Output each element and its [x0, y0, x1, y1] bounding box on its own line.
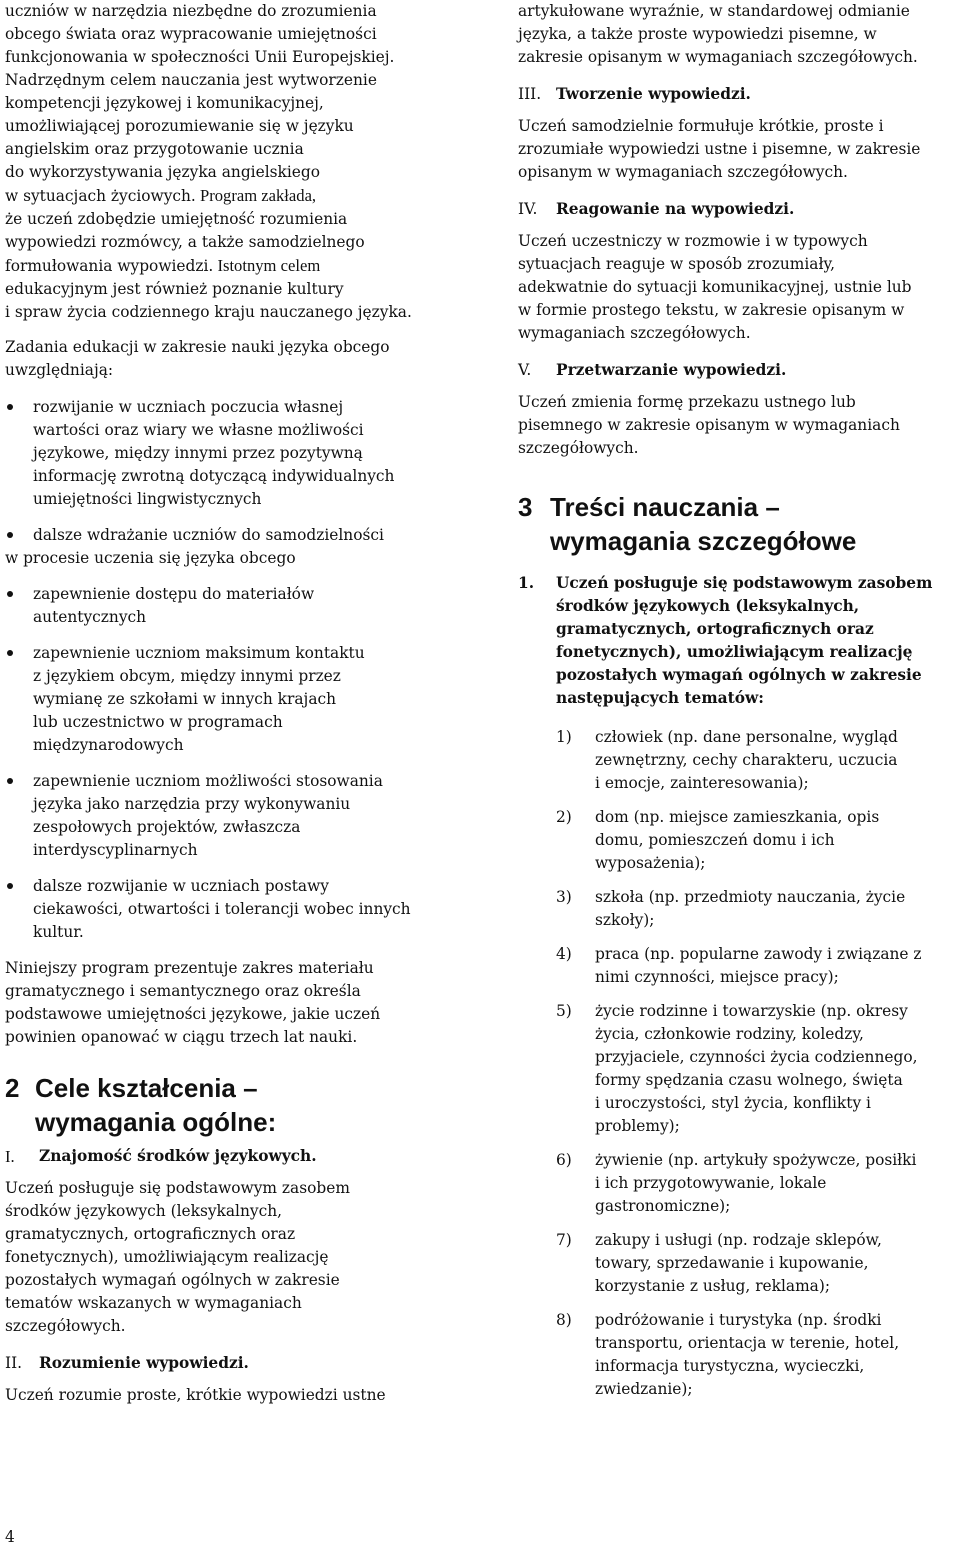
roman-numeral: II.	[5, 1354, 23, 1372]
requirement-line: Uczeń zmienia formę przekazu ustnego lub	[518, 393, 856, 411]
section-number: 2	[5, 1073, 20, 1103]
topic-line: życia, członkowie rodziny, koledzy,	[595, 1025, 864, 1043]
bullet-item	[5, 770, 445, 862]
topic-line: podróżowanie i turystyka (np. środki	[595, 1311, 882, 1329]
topic-item	[518, 1229, 958, 1298]
topic-line: nimi czynności, miejsce pracy);	[595, 968, 839, 986]
intro-line: kompetencji językowej i komunikacyjnej,	[5, 94, 324, 112]
topic-line: gastronomiczne);	[595, 1197, 731, 1215]
bullet-item	[5, 642, 445, 757]
section-title-line: Cele kształcenia –	[35, 1073, 258, 1103]
bullet-icon	[7, 883, 13, 889]
topic-line: formy spędzania czasu wolnego, święta	[595, 1071, 903, 1089]
requirement-line: pozostałych wymagań ogólnych w zakresie	[5, 1271, 340, 1289]
requirement-line: artykułowane wyraźnie, w standardowej odmianie	[518, 2, 910, 20]
bullet-line: międzynarodowych	[33, 736, 184, 754]
point-line: gramatycznych, ortograficznych oraz	[556, 620, 874, 638]
program-line: i spraw życia codziennego kraju nauczanego języka.	[5, 303, 412, 321]
requirement-iv-heading	[518, 198, 958, 221]
requirement-ii-text: Uczeń rozumie proste, krótkie wypowiedzi ustne	[5, 1386, 386, 1404]
topic-line: transportu, orientacja w terenie, hotel,	[595, 1334, 900, 1352]
bullet-line: zapewnienie dostępu do materiałów	[33, 585, 315, 603]
section-title-line: wymagania ogólne:	[35, 1107, 277, 1137]
tasks-intro-line: Zadania edukacji w zakresie nauki języka obcego	[5, 338, 390, 356]
requirement-title: Reagowanie na wypowiedzi.	[556, 200, 795, 218]
bullet-line: umiejętności lingwistycznych	[33, 490, 262, 508]
requirement-line: gramatycznych, ortograficznych oraz	[5, 1225, 296, 1243]
bullet-line: kultur.	[33, 923, 84, 941]
topics-list	[518, 726, 958, 1401]
bullet-item	[5, 396, 445, 511]
program-line: formułowania wypowiedzi.	[5, 257, 214, 275]
requirement-line: w formie prostego tekstu, w zakresie opisanym w	[518, 301, 905, 319]
intro-line: do wykorzystywania języka angielskiego	[5, 163, 321, 181]
bullet-line: w procesie uczenia się języka obcego	[5, 549, 296, 567]
bullet-line: zespołowych projektów, zwłaszcza	[33, 818, 301, 836]
scope-line: podstawowe umiejętności językowe, jakie uczeń	[5, 1005, 381, 1023]
bullet-line: zapewnienie uczniom maksimum kontaktu	[33, 644, 365, 662]
requirement-ii-heading	[5, 1352, 445, 1375]
topic-line: domu, pomieszczeń domu i ich	[595, 831, 835, 849]
topic-number: 5)	[556, 1002, 572, 1020]
topic-line: problemy);	[595, 1117, 680, 1135]
requirement-line: szczegółowych.	[518, 439, 639, 457]
requirement-line: zakresie opisanym w wymaganiach szczegółowych.	[518, 48, 918, 66]
topic-line: życie rodzinne i towarzyskie (np. okresy	[595, 1002, 908, 1020]
requirement-title: Przetwarzanie wypowiedzi.	[556, 361, 787, 379]
point-1	[518, 572, 958, 710]
program-scope-paragraph	[5, 957, 445, 1049]
intro-line: funkcjonowania w społeczności Unii Europejskiej.	[5, 48, 395, 66]
topic-line: żywienie (np. artykuły spożywcze, posiłki	[595, 1151, 917, 1169]
topic-line: i ich przygotowywanie, lokale	[595, 1174, 827, 1192]
topic-line: zewnętrzny, cechy charakteru, uczucia	[595, 751, 898, 769]
page-number: 4	[5, 1528, 15, 1546]
bullet-line: autentycznych	[33, 608, 147, 626]
scope-line: Niniejszy program prezentuje zakres materiału	[5, 959, 374, 977]
requirement-line: Uczeń samodzielnie formułuje krótkie, proste i	[518, 117, 884, 135]
bullet-line: językowe, między innymi przez pozytywną	[33, 444, 363, 462]
section-title-line: wymagania szczegółowe	[550, 526, 857, 556]
bullet-item	[5, 875, 445, 944]
requirement-title: Znajomość środków językowych.	[39, 1147, 317, 1165]
intro-line: umożliwiającej porozumiewanie się w języku	[5, 117, 354, 135]
topic-number: 3)	[556, 888, 572, 906]
intro-paragraph	[5, 0, 445, 324]
requirement-line: adekwatnie do sytuacji komunikacyjnej, ustnie lub	[518, 278, 912, 296]
requirement-line: szczegółowych.	[5, 1317, 126, 1335]
bullet-icon	[7, 532, 13, 538]
bullet-icon	[7, 778, 13, 784]
bullet-line: zapewnienie uczniom możliwości stosowania	[33, 772, 383, 790]
requirement-line: tematów wskazanych w wymaganiach	[5, 1294, 302, 1312]
requirement-i-heading	[5, 1145, 445, 1168]
bullet-line: interdyscyplinarnych	[33, 841, 198, 859]
point-line: fonetycznych), umożliwiającym realizację	[556, 643, 913, 661]
requirement-line: Uczeń uczestniczy w rozmowie i w typowych	[518, 232, 868, 250]
requirement-iii-heading	[518, 83, 958, 106]
requirement-v-heading	[518, 359, 958, 382]
requirement-line: zrozumiałe wypowiedzi ustne i pisemne, w zakresie	[518, 140, 921, 158]
bullet-line: dalsze wdrażanie uczniów do samodzielności	[33, 526, 384, 544]
intro-line: uczniów w narzędzia niezbędne do zrozumienia	[5, 2, 377, 20]
topic-item	[518, 1309, 958, 1401]
section-number: 3	[518, 492, 533, 522]
topic-item	[518, 943, 958, 989]
requirement-line: fonetycznych), umożliwiającym realizację	[5, 1248, 329, 1266]
tasks-intro-line: uwzględniają:	[5, 361, 114, 379]
bullet-line: dalsze rozwijanie w uczniach postawy	[33, 877, 329, 895]
topic-item	[518, 806, 958, 875]
bullet-icon	[7, 650, 13, 656]
bullet-item	[5, 524, 445, 570]
topic-line: zwiedzanie);	[595, 1380, 693, 1398]
topic-number: 6)	[556, 1151, 572, 1169]
tasks-intro	[5, 336, 445, 382]
topic-line: szkoły);	[595, 911, 655, 929]
roman-numeral: III.	[518, 85, 542, 103]
program-line: Istotnym celem	[213, 256, 321, 275]
intro-line: w sytuacjach życiowych.	[5, 187, 196, 205]
topic-line: i emocje, zainteresowania);	[595, 774, 809, 792]
topic-line: towary, sprzedawanie i kupowanie,	[595, 1254, 869, 1272]
point-line: Uczeń posługuje się podstawowym zasobem	[556, 574, 933, 592]
topic-line: dom (np. miejsce zamieszkania, opis	[595, 808, 880, 826]
requirement-v-text	[518, 391, 958, 460]
bullet-icon	[7, 591, 13, 597]
requirement-line: języka, a także proste wypowiedzi pisemne, w	[518, 25, 877, 43]
topic-item	[518, 886, 958, 932]
topic-number: 8)	[556, 1311, 572, 1329]
intro-line: Nadrzędnym celem nauczania jest wytworzenie	[5, 71, 377, 89]
requirement-i-text	[5, 1177, 445, 1338]
requirement-iii-text	[518, 115, 958, 184]
topic-line: przyjaciele, czynności życia codziennego,	[595, 1048, 918, 1066]
intro-line: obcego świata oraz wypracowanie umiejętności	[5, 25, 377, 43]
roman-numeral: IV.	[518, 200, 538, 218]
bullet-line: wartości oraz wiary we własne możliwości	[33, 421, 364, 439]
section-3-heading	[518, 490, 958, 558]
point-line: pozostałych wymagań ogólnych w zakresie	[556, 666, 922, 684]
requirement-title: Tworzenie wypowiedzi.	[556, 85, 751, 103]
left-column	[5, 0, 445, 1407]
bullet-line: ciekawości, otwartości i tolerancji wobec innych	[33, 900, 411, 918]
roman-numeral: I.	[5, 1147, 15, 1166]
topic-number: 1)	[556, 728, 572, 746]
bullet-line: z językiem obcym, między innymi przez	[33, 667, 341, 685]
requirement-title: Rozumienie wypowiedzi.	[39, 1354, 249, 1372]
topic-line: i uroczystości, styl życia, konflikty i	[595, 1094, 871, 1112]
requirement-iv-text	[518, 230, 958, 345]
topic-line: człowiek (np. dane personalne, wygląd	[595, 728, 898, 746]
bullet-line: informację zwrotną dotyczącą indywidualnych	[33, 467, 395, 485]
bullet-line: lub uczestnictwo w programach	[33, 713, 283, 731]
requirement-line: pisemnego w zakresie opisanym w wymaganiach	[518, 416, 900, 434]
program-line: wypowiedzi rozmówcy, a także samodzielnego	[5, 233, 365, 251]
program-line: Program zakłada,	[195, 186, 317, 205]
program-line: edukacyjnym jest również poznanie kultury	[5, 280, 344, 298]
point-number: 1.	[518, 574, 535, 592]
topic-line: informacja turystyczna, wycieczki,	[595, 1357, 865, 1375]
requirement-line: wymaganiach szczegółowych.	[518, 324, 751, 342]
requirement-line: środków językowych (leksykalnych,	[5, 1202, 283, 1220]
right-column	[518, 0, 958, 1412]
topic-line: szkoła (np. przedmioty nauczania, życie	[595, 888, 906, 906]
scope-line: gramatycznego i semantycznego oraz określa	[5, 982, 361, 1000]
requirement-ii-continued	[518, 0, 958, 69]
topic-number: 7)	[556, 1231, 572, 1249]
requirement-line: sytuacjach reaguje w sposób zrozumiały,	[518, 255, 836, 273]
section-title-line: Treści nauczania –	[550, 492, 780, 522]
requirement-line: opisanym w wymaganiach szczegółowych.	[518, 163, 848, 181]
topic-item	[518, 726, 958, 795]
bullet-line: języka jako narzędzia przy wykonywaniu	[33, 795, 351, 813]
topic-number: 2)	[556, 808, 572, 826]
point-line: następujących tematów:	[556, 689, 764, 707]
roman-numeral: V.	[518, 361, 532, 379]
topic-line: zakupy i usługi (np. rodzaje sklepów,	[595, 1231, 882, 1249]
topic-line: korzystanie z usług, reklama);	[595, 1277, 831, 1295]
point-line: środków językowych (leksykalnych,	[556, 597, 860, 615]
bullet-item	[5, 583, 445, 629]
tasks-bullet-list	[5, 396, 445, 944]
requirement-line: Uczeń posługuje się podstawowym zasobem	[5, 1179, 350, 1197]
intro-line: angielskim oraz przygotowanie ucznia	[5, 140, 304, 158]
topic-line: wyposażenia);	[595, 854, 706, 872]
program-line: że uczeń zdobędzie umiejętność rozumienia	[5, 210, 348, 228]
scope-line: powinien opanować w ciągu trzech lat nauki.	[5, 1028, 358, 1046]
topic-number: 4)	[556, 945, 572, 963]
topic-line: praca (np. popularne zawody i związane z	[595, 945, 922, 963]
topic-item	[518, 1149, 958, 1218]
topic-item	[518, 1000, 958, 1138]
bullet-line: rozwijanie w uczniach poczucia własnej	[33, 398, 344, 416]
bullet-line: wymianę ze szkołami w innych krajach	[33, 690, 337, 708]
section-2-heading	[5, 1071, 445, 1139]
bullet-icon	[7, 404, 13, 410]
